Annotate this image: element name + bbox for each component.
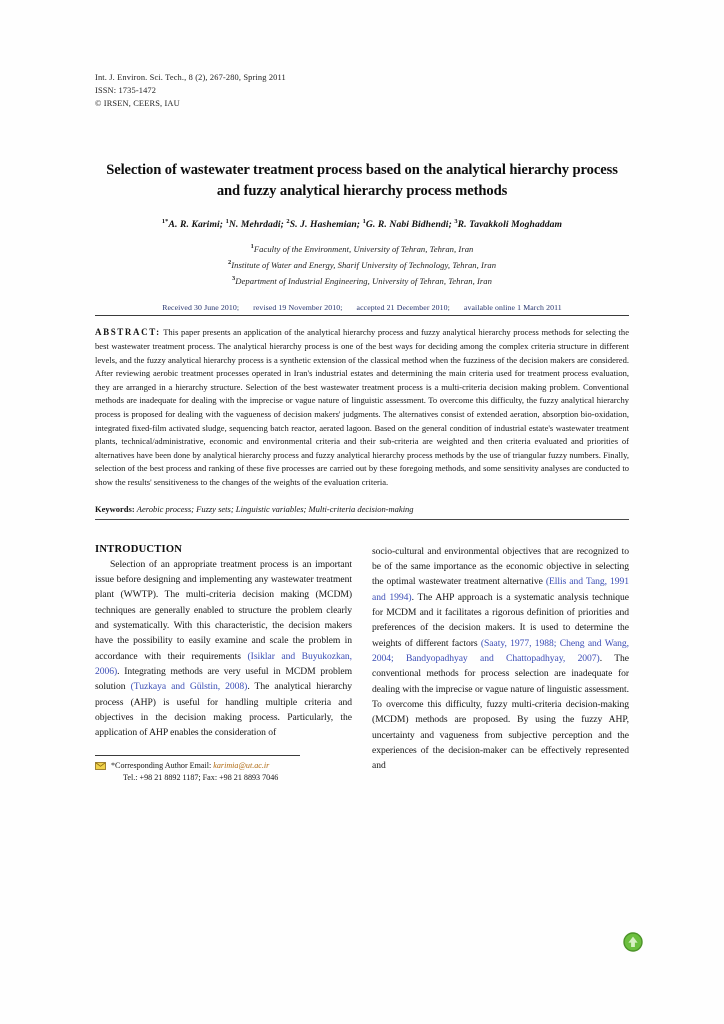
footnote-divider: [95, 755, 300, 756]
intro-right-part2: . The AHP approach is a systematic analysis technique for MCDM and it facilitates a rigorous definition of priorities and preferences of the decision makers. It is used to determine the weights of different factors: [372, 591, 630, 649]
right-column: [372, 544, 629, 784]
author-name: A. R. Karimi: [168, 218, 220, 230]
author-affil-marker: 3: [454, 217, 458, 225]
author-entry: $^2$S. J. Hashemian;: [286, 217, 361, 230]
journal-header: [95, 72, 629, 110]
affiliation-marker: 1: [250, 242, 254, 250]
journal-copyright-line: © IRSEN, CEERS, IAU: [95, 98, 180, 108]
section-heading-introduction: INTRODUCTION: [95, 543, 183, 555]
corresponding-author-email[interactable]: karimia@ut.ac.ir: [213, 760, 270, 770]
left-column: [95, 544, 352, 784]
page-content: [95, 72, 629, 784]
author-affil-marker: 2: [286, 217, 290, 225]
citation-saaty-group[interactable]: (Saaty, 1977, 1988; Cheng and Wang, 2004; Bandyopadhyay and Chattopadhyay, 2007): [372, 637, 629, 664]
abstract-text: This paper presents an application of the analytical hierarchy process and fuzzy analytical hierarchy process methods for selecting the best wastewater treatment process. The analytical hierarchy process is one of the best ways for deciding among the complex criteria structure in different levels, and the fuzzy analytical hierarchy process is a synthetic extension of the classical method when the fuzziness of the decision makers are considered. After reviewing aerobic treatment processes operated in Iran's industrial estates and determining the main criteria used for treatment process evaluation, they are arranged in a hierarchy structure. Selection of the best wastewater treatment process is a multi-criteria decision making problem. Conventional methods are inadequate for dealing with the imprecise or vague nature of linguistic assessment. To overcome this difficulty, the fuzzy analytical hierarchy process is proposed for dealing with the vagueness of decision makers' judgments. The alternatives consist of extended aeration, absorption bio-oxidation, integrated fixed-film activated sludge, sequencing batch reactor, aerated lagoon. Based on the general condition of industrial estate's wastewater treatment plants, technical/administrative, economic and environmental criteria and their sub-criteria are weighted and then criteria evaluated and priorities of alternatives have been done by analytical hierarchy process and fuzzy analytical hierarchy process methods by the use of triangular fuzzy numbers. Finally, selection of the best process and ranking of these five processes are carried out by these foregoing methods, and some sensitivity analyses are conducted to show the results' sensitiveness to the changes of the weights of the evaluation criteria.: [95, 327, 629, 487]
publication-dates: [95, 303, 629, 312]
corresponding-author-footnote: [95, 755, 300, 784]
affiliation-text: Institute of Water and Energy, Sharif University of Technology, Tehran, Iran: [231, 259, 497, 270]
author-affil-marker: 1: [362, 217, 366, 225]
corresponding-author-label: *Corresponding Author Email:: [111, 760, 212, 770]
title-block: [95, 160, 629, 201]
affiliation-marker: 3: [232, 274, 236, 282]
author-list: [95, 219, 629, 230]
keywords-label: Keywords:: [95, 503, 135, 514]
date-accepted: accepted 21 December 2010;: [356, 303, 450, 313]
author-entry: $^1$G. R. Nabi Bidhendi;: [362, 217, 452, 230]
journal-citation-line: Int. J. Environ. Sci. Tech., 8 (2), 267-280, Spring 2011: [95, 73, 286, 82]
author-name: N. Mehrdadi: [228, 218, 281, 230]
intro-paragraph-left: [95, 557, 352, 741]
journal-issn-line: ISSN: 1735-1472: [95, 85, 157, 95]
intro-left-part1: Selection of an appropriate treatment process is an important issue before designing and implementing any wastewater treatment plant (WWTP). The multi-criteria decision making (MCDM) techniques are generally enabled to structure the problem clearly and systematically. With this characteristic, the decision makers have the possibility to easily examine and scale the problem in accordance with their requirements: [95, 558, 352, 662]
divider-bottom: [95, 519, 629, 520]
body-columns: [95, 544, 629, 784]
intro-left-part3: . The analytical hierarchy process (AHP) is useful for handling multiple criteria and objectives in the decision making process. Particularly, the application of AHP enables the consideration of: [95, 681, 352, 739]
citation-isiklar[interactable]: (Isiklar and Buyukozkan, 2006): [95, 650, 352, 677]
divider-top: [95, 315, 629, 316]
page-title: Selection of wastewater treatment process based on the analytical hierarchy process and fuzzy analytical hierarchy process methods: [106, 162, 618, 200]
author-entry: [454, 219, 562, 230]
affiliation-list: [95, 242, 629, 290]
affiliation-text: Faculty of the Environment, University of Tehran, Tehran, Iran: [253, 243, 474, 254]
keywords-text: Aerobic process; Fuzzy sets; Linguistic variables; Multi-criteria decision-making: [136, 503, 414, 514]
citation-ellis-tang[interactable]: (Ellis and Tang, 1991 and 1994): [372, 576, 629, 603]
abstract-label: ABSTRACT:: [95, 327, 161, 338]
intro-right-part1: socio-cultural and environmental objectives that are recognized to be of the same importance as the economic objective in selecting the optimal wastewater treatment alternative: [372, 545, 629, 588]
corresponding-author-tel: Tel.: +98 21 8892 1187; Fax: +98 21 8893 7046: [123, 772, 279, 782]
author-affil-marker: 1*: [161, 217, 169, 225]
intro-right-part3: . The conventional methods for process selection are inadequate for dealing with the imprecise or vague nature of linguistic assessment. To overcome this difficulty, fuzzy multi-criteria decision-making (MCDM) methods are proposed. By using the fuzzy AHP, uncertainty and vagueness from subjective perception and the experiences of the decision-maker can be effectively represented and: [372, 652, 629, 772]
date-online: available online 1 March 2011: [463, 303, 562, 313]
author-entry: $^{1*}$A. R. Karimi;: [161, 217, 224, 230]
author-name: S. J. Hashemian: [289, 218, 357, 230]
date-received: Received 30 June 2010;: [162, 303, 240, 313]
author-name: R. Tavakkoli Moghaddam: [457, 218, 563, 230]
affiliation-item: [95, 274, 629, 290]
author-name: G. R. Nabi Bidhendi: [365, 218, 449, 230]
date-revised: revised 19 November 2010;: [253, 303, 343, 313]
keywords-block: [95, 504, 629, 514]
abstract-block: [95, 325, 629, 489]
publisher-logo-icon: [622, 931, 644, 953]
author-affil-marker: 1: [225, 217, 229, 225]
footnote-row: [95, 760, 300, 784]
intro-paragraph-right: [372, 544, 629, 774]
citation-tuzkaya[interactable]: (Tuzkaya and Gülstin, 2008): [130, 681, 248, 693]
affiliation-marker: 2: [227, 258, 232, 266]
envelope-icon: [95, 762, 106, 774]
affiliation-item: [95, 242, 629, 258]
intro-left-part2: . Integrating methods are very useful in MCDM problem solution: [95, 665, 352, 693]
footnote-text: [111, 760, 300, 784]
affiliation-text: Department of Industrial Engineering, University of Tehran, Tehran, Iran: [235, 275, 492, 286]
author-entry: $^1$N. Mehrdadi;: [225, 217, 284, 230]
affiliation-item: [95, 258, 629, 274]
